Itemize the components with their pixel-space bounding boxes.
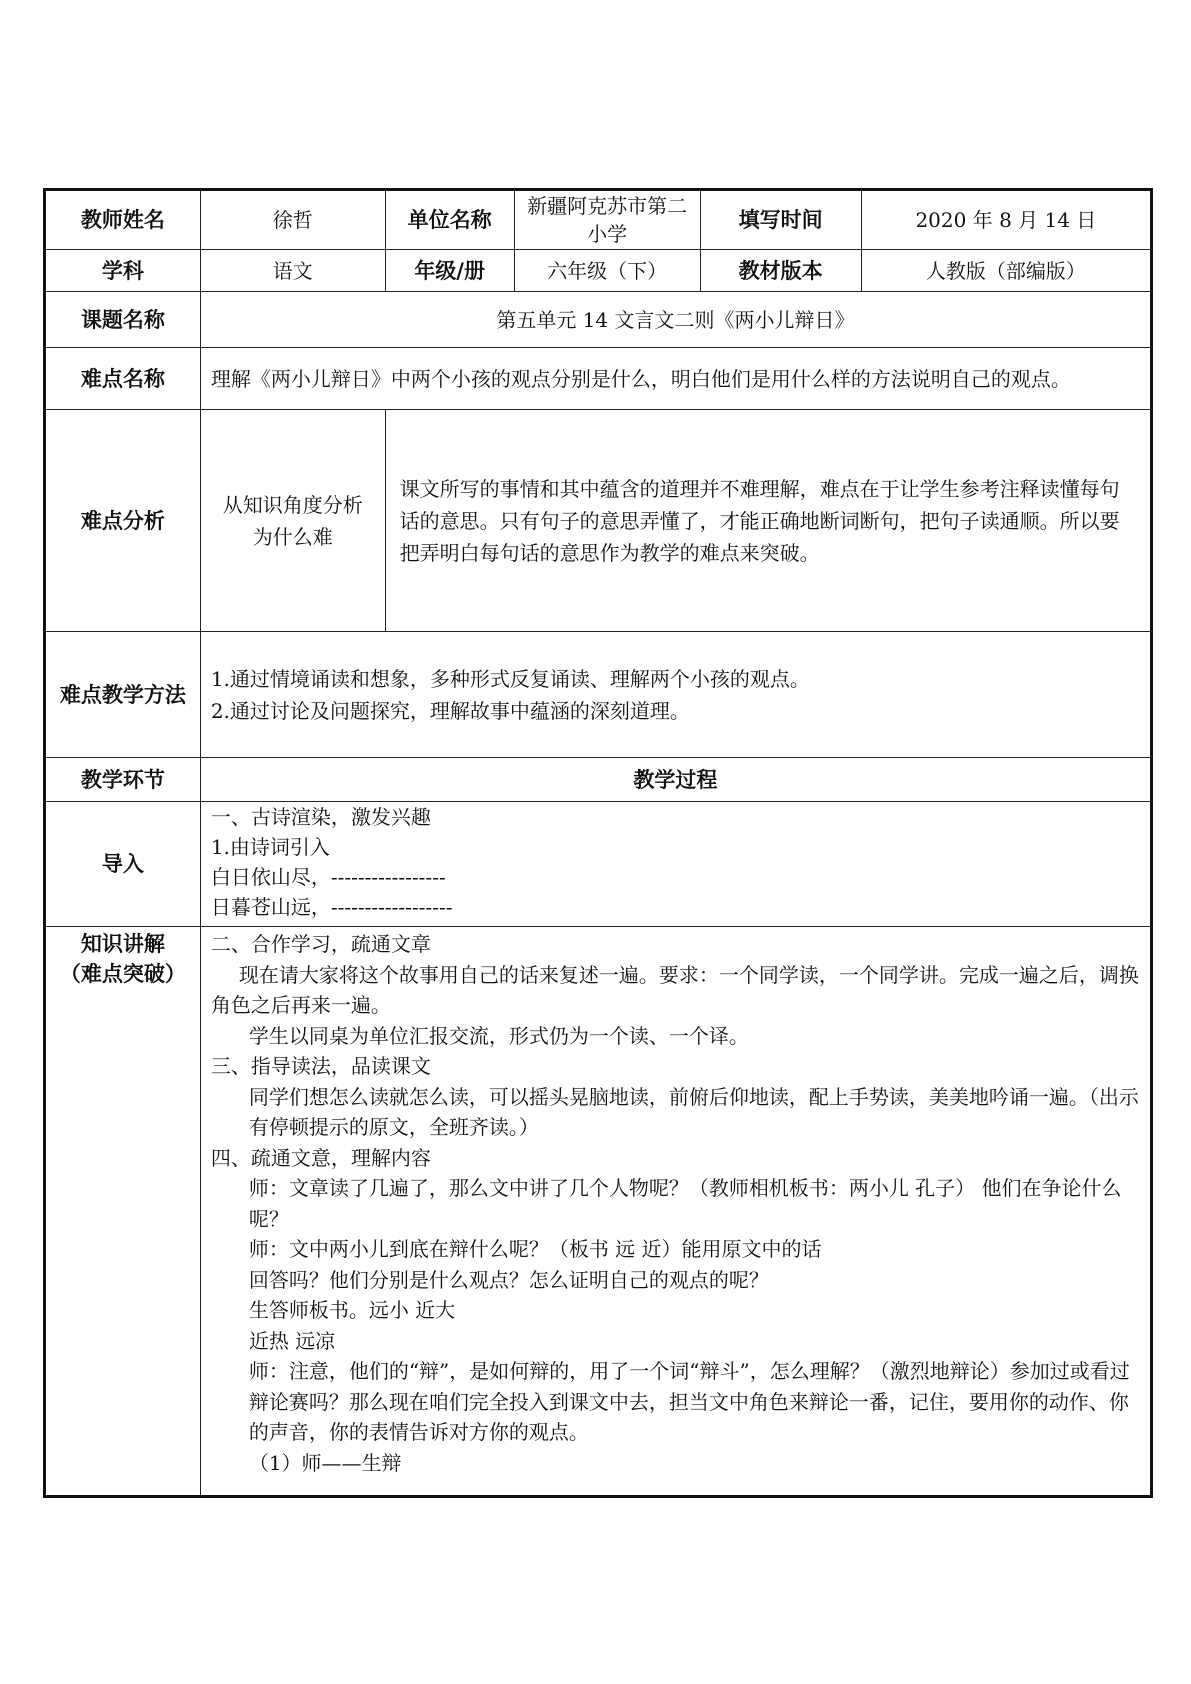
knowledge-p9: 回答吗？他们分别是什么观点？怎么证明自己的观点的呢？ <box>248 1267 769 1292</box>
intro-line-4: 日暮苍山远，------------------ <box>210 895 453 919</box>
difficulty-row <box>45 348 1152 410</box>
knowledge-p12: 师：注意，他们的“辩”，是如何辩的，用了一个词“辩斗”，怎么理解？（激烈地辩论）参加过或看过辩论赛吗？那么现在咱们完全投入到课文中去，担当文中角色来辩论一番，记住，要用你的动作、你的声音，你的表情告诉对方你的观点。 <box>248 1359 1130 1444</box>
knowledge-row <box>45 927 1152 1497</box>
knowledge-p7: 师：文章读了几遍了，那么文中讲了几个人物呢？（教师相机板书：两小儿 孔子） 他们在争论什么呢？ <box>248 1176 1122 1231</box>
grade-label: 年级/册 <box>385 250 514 292</box>
knowledge-p6: 四、疏通文意，理解内容 <box>210 1145 431 1170</box>
intro-label: 导入 <box>45 802 201 927</box>
teacher-name-value: 徐哲 <box>200 190 385 250</box>
knowledge-p11: 近热 远凉 <box>248 1328 336 1353</box>
knowledge-p1: 二、合作学习，疏通文章 <box>210 932 431 956</box>
knowledge-content <box>200 927 1151 1497</box>
knowledge-label <box>45 927 201 1497</box>
method-label: 难点教学方法 <box>45 632 201 758</box>
intro-line-2: 1.由诗词引入 <box>210 835 330 859</box>
header-row-2 <box>45 250 1152 292</box>
unit-name-label: 单位名称 <box>385 190 514 250</box>
analysis-value: 课文所写的事情和其中蕴含的道理并不难理解，难点在于让学生参考注释读懂每句话的意思。只有句子的意思弄懂了，才能正确地断词断句，把句子读通顺。所以要把弄明白每句话的意思作为教学的难点来突破。 <box>385 410 1151 632</box>
analysis-sub-label: 从知识角度分析为什么难 <box>200 410 385 632</box>
method-line-1: 1.通过情境诵读和想象，多种形式反复诵读、理解两个小孩的观点。 <box>210 666 810 691</box>
lesson-plan-table <box>43 188 1153 1498</box>
method-line-2: 2.通过讨论及问题探究，理解故事中蕴涵的深刻道理。 <box>210 698 690 723</box>
knowledge-p3: 学生以同桌为单位汇报交流，形式仍为一个读、一个译。 <box>248 1023 749 1048</box>
edition-label: 教材版本 <box>700 250 861 292</box>
subject-value: 语文 <box>200 250 385 292</box>
knowledge-label-line-1: 知识讲解 <box>80 932 165 956</box>
analysis-row <box>45 410 1152 632</box>
knowledge-p8: 师：文中两小儿到底在辩什么呢？（板书 远 近）能用原文中的话 <box>248 1237 822 1261</box>
difficulty-value: 理解《两小儿辩日》中两个小孩的观点分别是什么，明白他们是用什么样的方法说明自己的观点。 <box>200 348 1151 410</box>
subject-label: 学科 <box>45 250 201 292</box>
fill-date-label: 填写时间 <box>700 190 861 250</box>
analysis-label: 难点分析 <box>45 410 201 632</box>
topic-value: 第五单元 14 文言文二则《两小儿辩日》 <box>200 292 1151 348</box>
intro-content <box>200 802 1151 927</box>
teacher-name-label: 教师姓名 <box>45 190 201 250</box>
process-header-label: 教学过程 <box>200 758 1151 802</box>
lesson-plan-grid <box>43 188 1153 1498</box>
knowledge-p2: 现在请大家将这个故事用自己的话来复述一遍。要求：一个同学读，一个同学讲。完成一遍之后，调换角色之后再来一遍。 <box>210 962 1139 1017</box>
knowledge-p10: 生答师板书。远小 近大 <box>248 1298 456 1322</box>
difficulty-label: 难点名称 <box>45 348 201 410</box>
unit-name-value: 新疆阿克苏市第二小学 <box>514 190 700 250</box>
intro-line-1: 一、古诗渲染，激发兴趣 <box>210 805 431 829</box>
edition-value: 人教版（部编版） <box>861 250 1151 292</box>
method-content <box>200 632 1151 758</box>
intro-line-3: 白日依山尽，----------------- <box>210 865 446 889</box>
knowledge-label-line-2: （难点突破） <box>59 962 186 986</box>
knowledge-p13: （1）师——生辩 <box>248 1450 402 1475</box>
method-row <box>45 632 1152 758</box>
intro-row <box>45 802 1152 927</box>
grade-value: 六年级（下） <box>514 250 700 292</box>
knowledge-p4: 三、指导读法，品读课文 <box>210 1054 431 1078</box>
process-header-row <box>45 758 1152 802</box>
fill-date-value: 2020 年 8 月 14 日 <box>861 190 1151 250</box>
topic-label: 课题名称 <box>45 292 201 348</box>
header-row-1 <box>45 190 1152 250</box>
knowledge-p5: 同学们想怎么读就怎么读，可以摇头晃脑地读，前俯后仰地读，配上手势读，美美地吟诵一遍。（出示有停顿提示的原文，全班齐读。） <box>248 1084 1139 1139</box>
stage-header-label: 教学环节 <box>45 758 201 802</box>
topic-row <box>45 292 1152 348</box>
